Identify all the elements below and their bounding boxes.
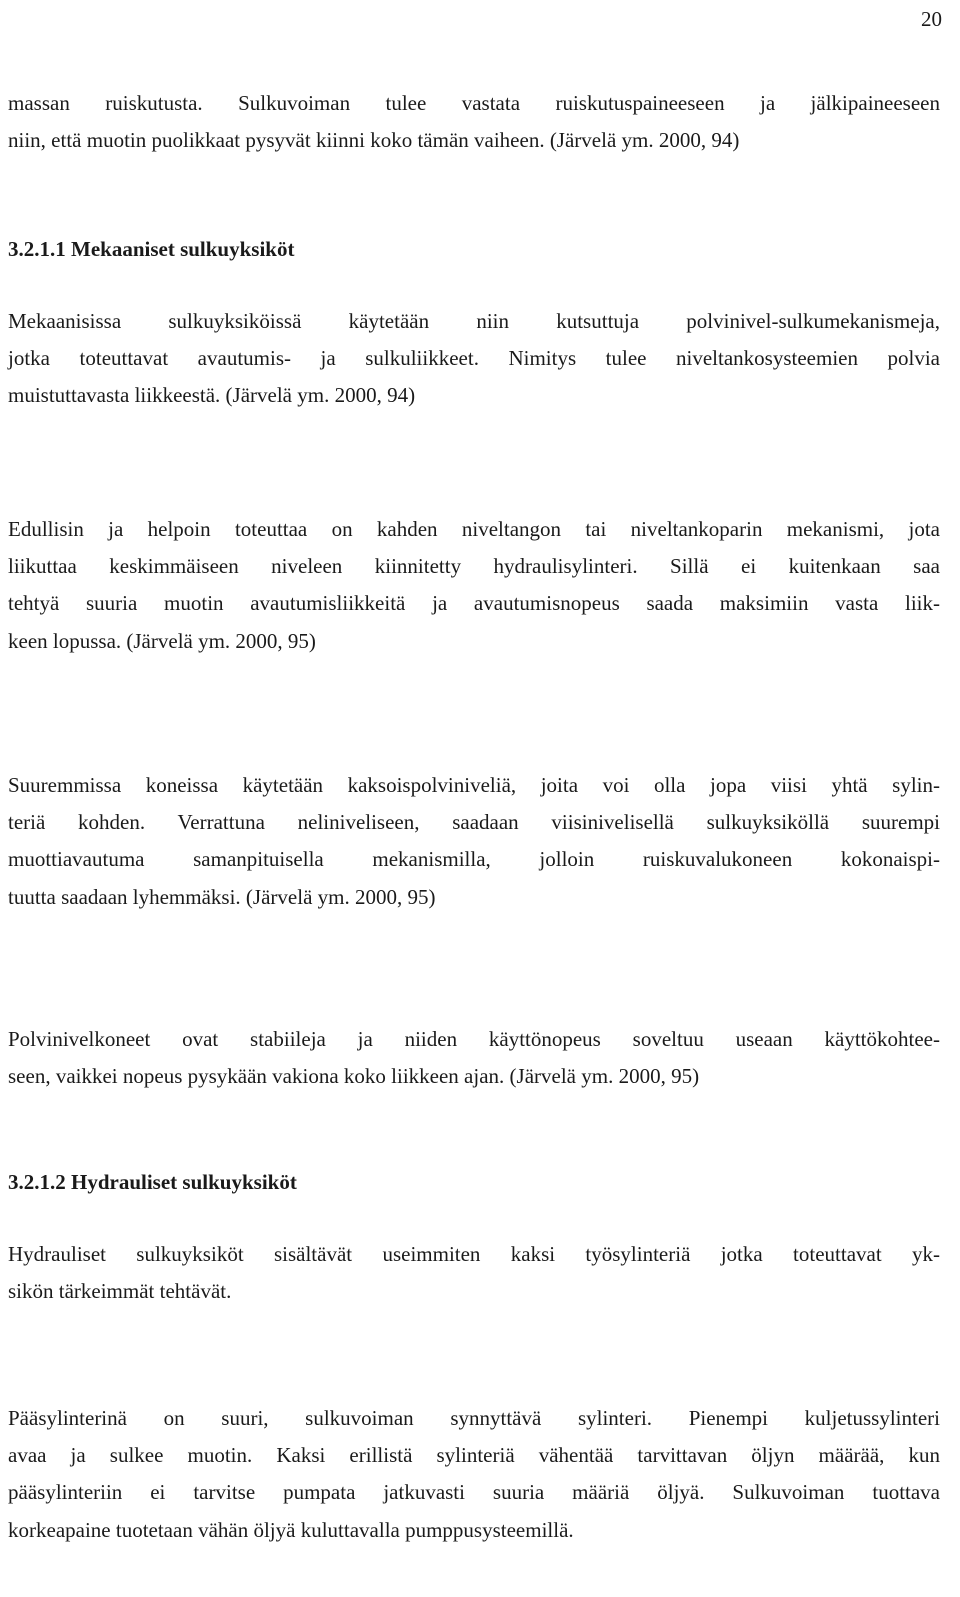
text-line: Suuremmissa koneissa käytetään kaksoispolviniveliä, joita voi olla jopa viisi yhtä sylin-: [8, 773, 940, 797]
text-line: Edullisin ja helpoin toteuttaa on kahden niveltangon tai niveltankoparin mekanismi, jota: [8, 517, 940, 541]
paragraph-mechanical-4: [8, 1021, 940, 1095]
text-line: avaa ja sulkee muotin. Kaksi erillistä sylinteriä vähentää tarvittavan öljyn määrää, kun: [8, 1443, 940, 1468]
section-heading-mechanical: 3.2.1.1 Mekaaniset sulkuyksiköt: [8, 237, 295, 261]
text-line: tehtyä suuria muotin avautumisliikkeitä ja avautumisnopeus saada maksimiin vasta liik-: [8, 591, 940, 616]
text-line: Pääsylinterinä on suuri, sulkuvoiman synnyttävä sylinteri. Pienempi kuljetussylinteri: [8, 1406, 940, 1430]
text-line: Hydrauliset sulkuyksiköt sisältävät useimmiten kaksi työsylinteriä jotka toteuttavat yk-: [8, 1242, 940, 1266]
text-line: muottiavautuma samanpituisella mekanismilla, jolloin ruiskuvalukoneen kokonaispi-: [8, 847, 940, 872]
text-line: jotka toteuttavat avautumis- ja sulkuliikkeet. Nimitys tulee niveltankosysteemien polvia: [8, 346, 940, 371]
text-line: keen lopussa. (Järvelä ym. 2000, 95): [8, 628, 316, 653]
text-line: korkeapaine tuotetaan vähän öljyä kuluttavalla pumppusysteemillä.: [8, 1517, 574, 1542]
paragraph-mechanical-3: [8, 767, 940, 916]
paragraph-mechanical-1: [8, 303, 940, 415]
text-line: Mekaanisissa sulkuyksiköissä käytetään niin kutsuttuja polvinivel-sulkumekanismeja,: [8, 309, 940, 333]
text-line: seen, vaikkei nopeus pysykään vakiona koko liikkeen ajan. (Järvelä ym. 2000, 95): [8, 1064, 700, 1089]
paragraph-mechanical-2: [8, 511, 940, 660]
text-line: Polvinivelkoneet ovat stabiileja ja niiden käyttönopeus soveltuu useaan käyttökohtee-: [8, 1027, 940, 1051]
page-number: 20: [921, 7, 942, 31]
text-line: pääsylinteriin ei tarvitse pumpata jatkuvasti suuria määriä öljyä. Sulkuvoiman tuottava: [8, 1480, 940, 1505]
paragraph-hydraulic-2: [8, 1400, 940, 1549]
section-heading-hydraulic: 3.2.1.2 Hydrauliset sulkuyksiköt: [8, 1170, 297, 1194]
text-line: muistuttavasta liikkeestä. (Järvelä ym. 2000, 94): [8, 383, 416, 408]
paragraph-intro: [8, 85, 940, 159]
text-line: tuutta saadaan lyhemmäksi. (Järvelä ym. 2000, 95): [8, 884, 436, 909]
paragraph-hydraulic-1: [8, 1236, 940, 1310]
text-line: massan ruiskutusta. Sulkuvoiman tulee vastata ruiskutuspaineeseen ja jälkipaineeseen: [8, 91, 940, 115]
text-line: teriä kohden. Verrattuna neliniveliseen, saadaan viisinivelisellä sulkuyksiköllä suurempi: [8, 810, 940, 835]
text-line: sikön tärkeimmät tehtävät.: [8, 1279, 232, 1304]
text-line: niin, että muotin puolikkaat pysyvät kiinni koko tämän vaiheen. (Järvelä ym. 2000, 94): [8, 128, 740, 153]
text-line: liikuttaa keskimmäiseen niveleen kiinnitetty hydraulisylinteri. Sillä ei kuitenkaan saa: [8, 554, 940, 579]
